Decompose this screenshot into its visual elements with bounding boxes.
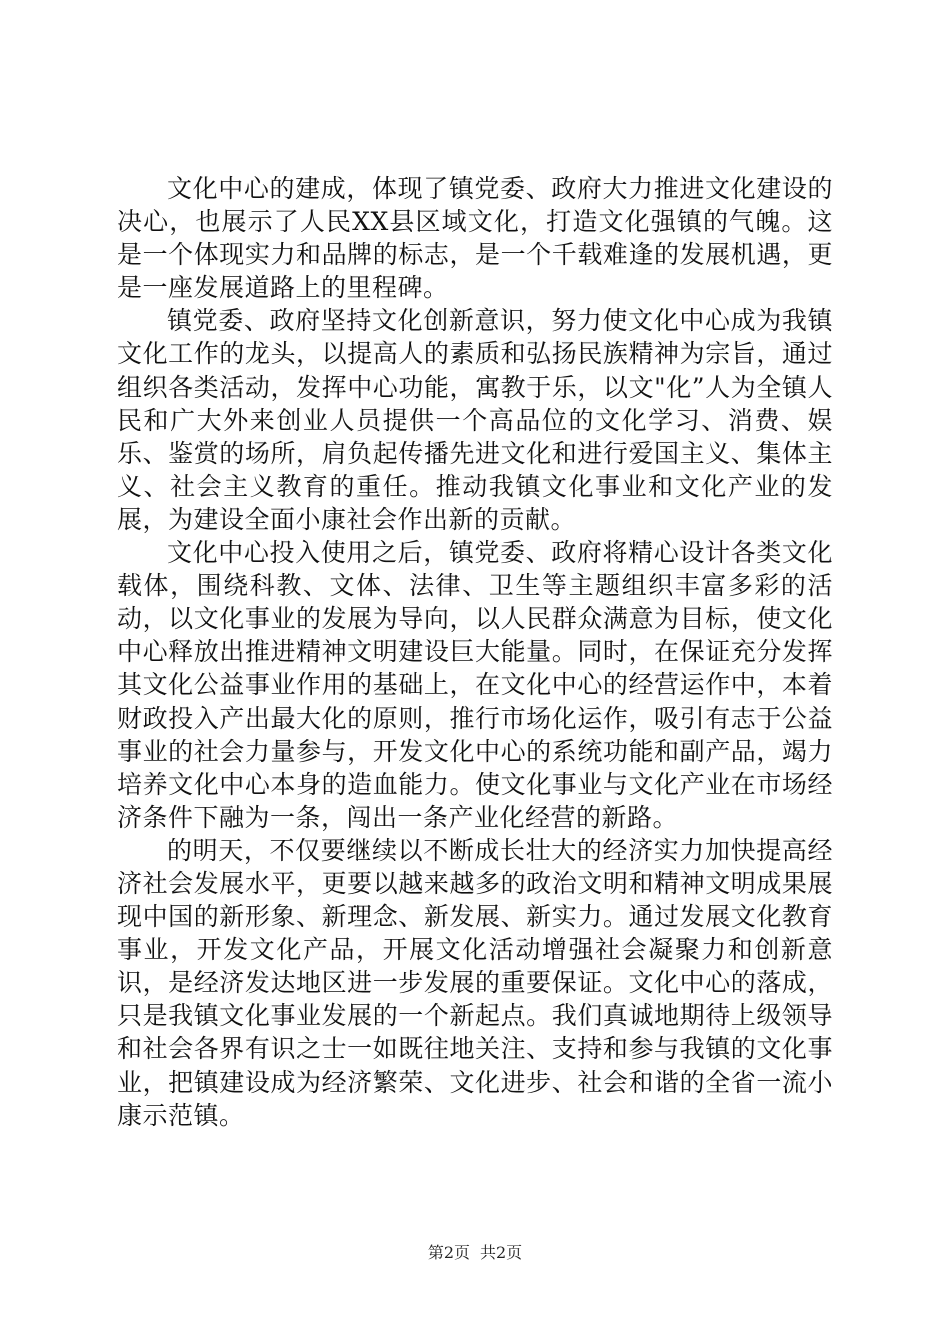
document-body bbox=[117, 172, 833, 1132]
paragraph-3: 文化中心投入使用之后，镇党委、政府将精心设计各类文化载体，围绕科教、文体、法律、卫生等主题组织丰富多彩的活动，以文化事业的发展为导向，以人民群众满意为目标，使文化中心释放出推进精神文明建设巨大能量。同时，在保证充分发挥其文化公益事业作用的基础上，在文化中心的经营运作中，本着财政投入产出最大化的原则，推行市场化运作，吸引有志于公益事业的社会力量参与，开发文化中心的系统功能和副产品，竭力培养文化中心本身的造血能力。使文化事业与文化产业在市场经济条件下融为一条，闯出一条产业化经营的新路。 bbox=[117, 538, 833, 832]
paragraph-1: 文化中心的建成，体现了镇党委、政府大力推进文化建设的决心，也展示了人民XX县区域文化，打造文化强镇的气魄。这是一个体现实力和品牌的标志，是一个千载难逢的发展机遇，更是一座发展道路上的里程碑。 bbox=[117, 174, 833, 303]
page-number: 第2页 bbox=[427, 1243, 470, 1262]
paragraph-2: 镇党委、政府坚持文化创新意识，努力使文化中心成为我镇文化工作的龙头，以提高人的素质和弘扬民族精神为宗旨，通过组织各类活动，发挥中心功能，寓教于乐，以文"化”人为全镇人民和广大外来创业人员提供一个高品位的文化学习、消费、娱乐、鉴赏的场所，肩负起传播先进文化和进行爱国主义、集体主义、社会主义教育的重任。推动我镇文化事业和文化产业的发展，为建设全面小康社会作出新的贡献。 bbox=[117, 306, 833, 534]
page-footer bbox=[0, 1243, 950, 1263]
page-total: 共2页 bbox=[480, 1243, 523, 1262]
paragraph-4: 的明天，不仅要继续以不断成长壮大的经济实力加快提高经济社会发展水平，更要以越来越多的政治文明和精神文明成果展现中国的新形象、新理念、新发展、新实力。通过发展文化教育事业，开发文化产品，开展文化活动增强社会凝聚力和创新意识，是经济发达地区进一步发展的重要保证。文化中心的落成，只是我镇文化事业发展的一个新起点。我们真诚地期待上级领导和社会各界有识之士一如既往地关注、支持和参与我镇的文化事业，把镇建设成为经济繁荣、文化进步、社会和谐的全省一流小康示范镇。 bbox=[117, 835, 833, 1130]
